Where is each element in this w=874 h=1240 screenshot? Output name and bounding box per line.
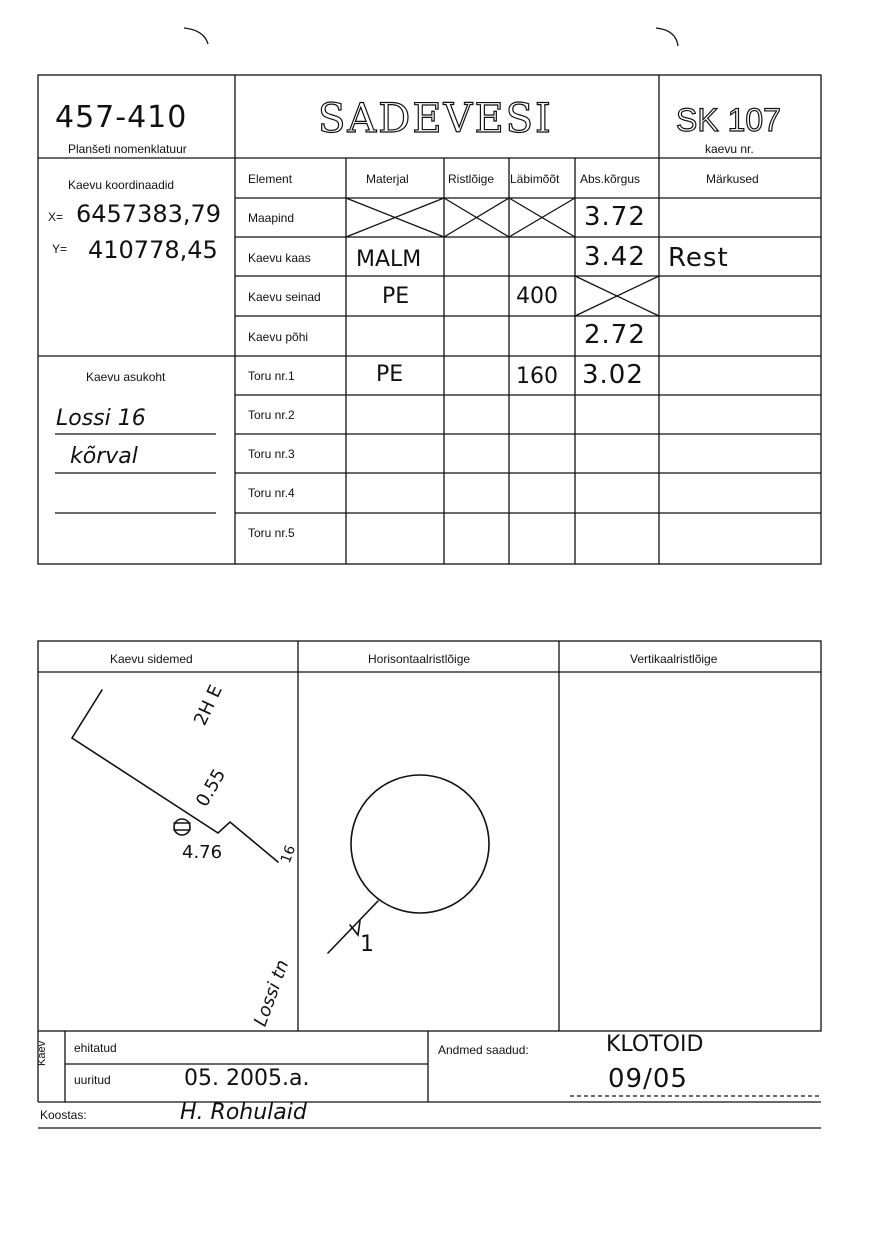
form-title: SADEVESI [318, 96, 553, 142]
location-label: Kaevu asukoht [86, 370, 166, 384]
row-height: 3.42 [584, 242, 646, 272]
col-header-material: Materjal [366, 172, 409, 186]
footer-compiled-value: H. Rohulaid [180, 1100, 307, 1125]
row-element: Toru nr.1 [248, 369, 295, 383]
row-diameter: 160 [516, 364, 558, 389]
row-material: PE [382, 284, 410, 309]
y-value: 410778,45 [88, 236, 218, 264]
sketch-bearing-label: 2H E [190, 681, 227, 729]
row-element: Toru nr.5 [248, 526, 295, 540]
well-number-label: kaevu nr. [705, 142, 754, 156]
y-label: Y= [52, 242, 68, 256]
col-header-height: Abs.kõrgus [580, 172, 641, 186]
col-header-notes: Märkused [706, 172, 759, 186]
horizontal-section-sketch [328, 775, 489, 953]
row-diameter: 400 [516, 284, 558, 309]
location-line1: Lossi 16 [56, 406, 146, 431]
col-header-element: Element [248, 172, 293, 186]
row-notes: Rest [668, 243, 729, 273]
col-header-section: Ristlõige [448, 172, 495, 186]
row-element: Kaevu kaas [248, 251, 311, 265]
row-height: 3.02 [582, 360, 644, 390]
footer-built-label: ehitatud [74, 1041, 117, 1055]
row-element: Kaevu põhi [248, 330, 309, 344]
footer-data-received-label: Andmed saadud: [438, 1043, 529, 1057]
row-material: MALM [356, 247, 422, 272]
location-line2: kõrval [70, 444, 138, 469]
sketch-house-label: 16 [278, 843, 300, 866]
drawing-header-ties: Kaevu sidemed [110, 652, 193, 666]
sketch-street-label: Lossi tn [250, 957, 294, 1030]
sketch-dist2-label: 4.76 [182, 842, 223, 863]
drawing-header-vertical: Vertikaalristlõige [630, 652, 718, 666]
coordinates-label: Kaevu koordinaadid [68, 178, 175, 192]
row-material: PE [376, 362, 404, 387]
well-number-value: SK 107 [676, 102, 781, 138]
footer-data-received-date: 09/05 [608, 1064, 688, 1094]
row-height: 2.72 [584, 320, 646, 350]
footer-compiled-label: Koostas: [40, 1108, 87, 1122]
row-element: Toru nr.3 [248, 447, 295, 461]
x-value: 6457383,79 [76, 200, 222, 228]
col-header-diameter: Läbimõõt [510, 172, 560, 186]
x-label: X= [48, 210, 64, 224]
row-element: Kaevu seinad [248, 290, 321, 304]
row-element: Toru nr.4 [248, 486, 295, 500]
footer-data-received-value: KLOTOID [606, 1032, 704, 1057]
ties-sketch [72, 690, 278, 862]
footer-surveyed-label: uuritud [74, 1073, 111, 1087]
drawing-header-horizontal: Horisontaalristlõige [368, 652, 471, 666]
footer-well-label: Kaev [36, 1040, 48, 1066]
row-element: Toru nr.2 [248, 408, 295, 422]
nomenclature-label: Planšeti nomenklatuur [68, 142, 187, 156]
footer-surveyed-value: 05. 2005.a. [184, 1066, 310, 1091]
sketch-pipe-label: 1 [360, 932, 374, 957]
nomenclature-value: 457-410 [55, 100, 188, 135]
sketch-distance-label: 0.55 [192, 765, 231, 811]
row-height: 3.72 [584, 202, 646, 232]
row-element: Maapind [248, 211, 295, 225]
